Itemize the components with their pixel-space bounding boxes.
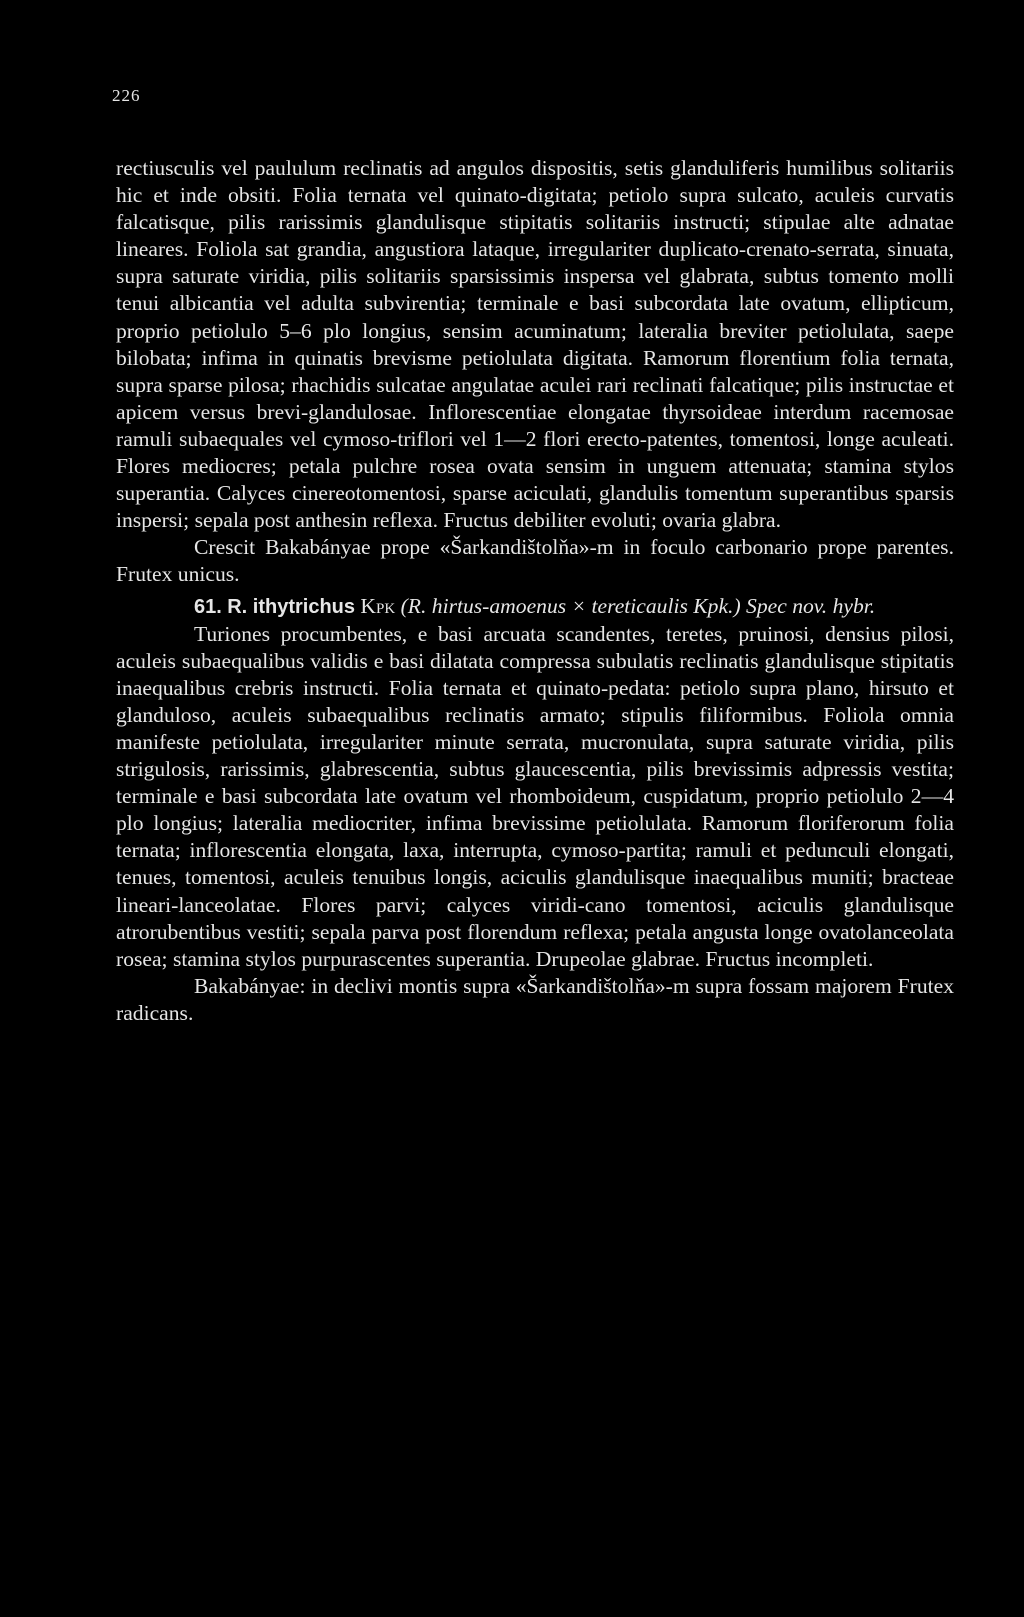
paragraph-species-description: Turiones procumbentes, e basi arcuata scandentes, teretes, pruinosi, densius pilosi, aculeis subaequalibus validis e basi dilatata compressa subulatis reclinatis glandulisque stipitatis inaequalibus crebris instructi. Folia ternata et quinato-pedata: petiolo supra plano, hirsuto et glanduloso, aculeis subaequalibus reclinatis armato; stipulis filiformibus. Foliola omnia manifeste petiolulata, irregulariter minute serrata, mucronulata, supra saturate viridia, pilis strigulosis, rarissimis, glabrescentia, subtus glaucescentia, pilis brevissimis adpressis vestita; terminale e basi subcordata late ovatum vel rhomboideum, cuspidatum, proprio petiolulo 2—4 plo longius; lateralia mediocriter, infima brevissime petiolulata. Ramorum floriferorum folia ternata; inflorescentia elongata, laxa, interrupta, cymoso-partita; ramuli et pedunculi elongati, tenues, tomentosi, aculeis tenuibus longis, aciculis glandulisque inaequalibus muniti; bracteae lineari-lanceolatae. Flores parvi; calyces viridi-cano tomentosi, aciculis glandulisque atrorubentibus vestiti; sepala parva post florendum reflexa; petala angusta longe ovatolanceolata rosea; stamina stylos purpurascentes superantia. Drupeolae glabrae. Fructus incompleti. (116, 621, 954, 971)
species-author: Kpk (360, 593, 396, 618)
species-number: 61. (194, 595, 222, 618)
paragraph-locality: Bakabányae: in declivi montis supra «Šarkandištolňa»-m supra fossam majorem Frutex radicans. (116, 973, 954, 1025)
page-number: 226 (112, 86, 141, 105)
species-hybrid-note: (R. hirtus-amoenus × tereticaulis Kpk.) Spec nov. hybr. (400, 593, 876, 618)
paragraph-description: rectiusculis vel paululum reclinatis ad angulos dispositis, setis glanduliferis humilibus solitariis hic et inde obsiti. Folia ternata vel quinato-digitata; petiolo supra sulcato, aculeis curvatis falcatisque, pilis rarissimis glandulisque stipitatis solitariis instructi; stipulae alte adnatae lineares. Foliola sat grandia, angustiora lataque, irregulariter duplicato-crenato-serrata, sinuata, supra saturate viridia, pilis solitariis sparsissimis inspersa vel glabrata, subtus tomento molli tenui albicantia vel adulta subvirentia; terminale e basi subcordata late ovatum, ellipticum, proprio petiolulo 5–6 plo longius, sensim acuminatum; lateralia breviter petiolulata, saepe bilobata; infima in quinatis brevisme petiolulata digitata. Ramorum florentium folia ternata, supra sparse pilosa; rhachidis sulcatae angulatae aculei rari reclinati falcatique; pilis instructae et apicem versus brevi-glandulosae. Inflorescentiae elongatae thyrsoideae interdum racemosae ramuli subaequales vel cymoso-triflori vel 1—2 flori erecto-patentes, tomentosi, longe aculeati. Flores mediocres; petala pulchre rosea ovata sensim in unguem attenuata; stamina stylos superantia. Calyces cinereotomentosi, sparse aciculati, glandulis tomentum superantibus sparsis inspersi; sepala post anthesin reflexa. Fructus debiliter evoluti; ovaria glabra. (116, 156, 954, 533)
body-text (116, 155, 954, 1027)
paragraph-habitat: Crescit Bakabányae prope «Šarkandištolňa»-m in foculo carbonario prope parentes. Frutex unicus. (116, 535, 954, 587)
species-name: R. ithytrichus (227, 595, 356, 618)
species-heading (116, 593, 954, 621)
